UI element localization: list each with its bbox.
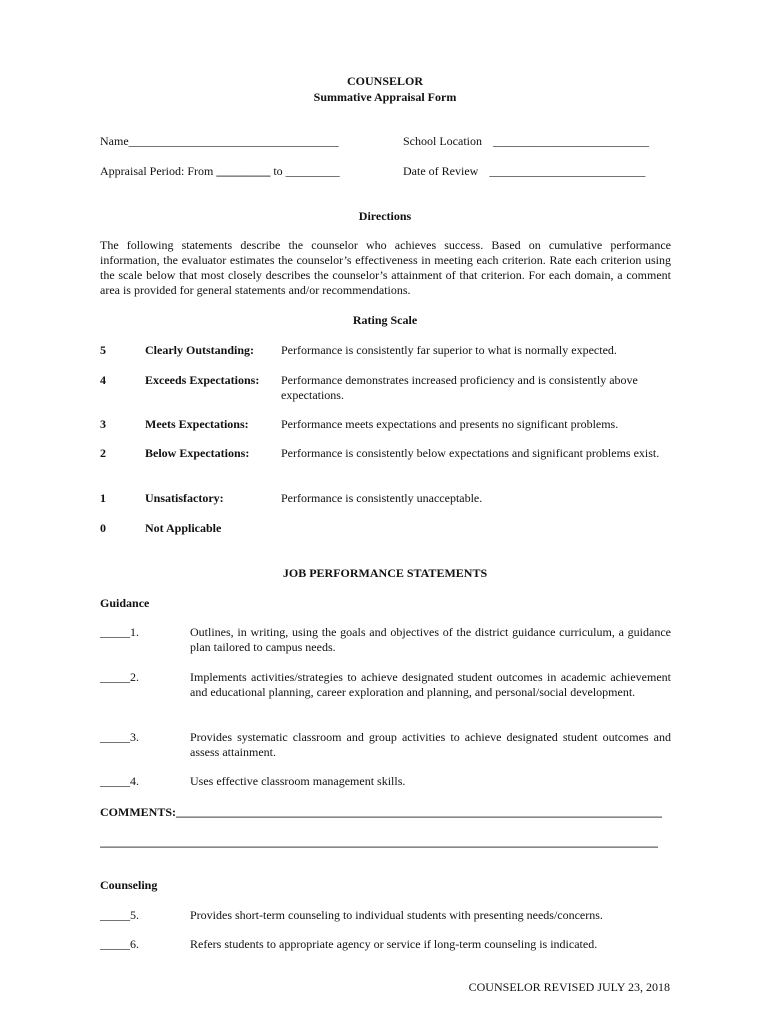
school-location-blank[interactable]: __________________________ bbox=[492, 134, 649, 148]
comments-line-2[interactable]: _____________________________________________________________________________________________ bbox=[100, 835, 658, 849]
statement-text: Provides short-term counseling to individual students with presenting needs/concerns. bbox=[190, 908, 603, 922]
statement-text: Outlines, in writing, using the goals and objectives of the district guidance curriculum, a guidance plan tailored to campus needs. bbox=[190, 625, 671, 654]
rating-label: Meets Expectations: bbox=[145, 417, 249, 431]
comments-line[interactable]: _________________________________________________________________________________ bbox=[176, 805, 662, 819]
appraisal-from-blank[interactable]: _________ bbox=[216, 164, 271, 178]
statement-text: Refers students to appropriate agency or service if long-term counseling is indicated. bbox=[190, 937, 598, 951]
form-subtitle: Summative Appraisal Form bbox=[313, 90, 457, 104]
rating-number: 3 bbox=[100, 417, 106, 431]
rating-scale-heading: Rating Scale bbox=[352, 313, 418, 327]
statement-text: Implements activities/strategies to achieve designated student outcomes in academic achievement and educational planning, career exploration and planning, and personal/social development. bbox=[190, 670, 671, 699]
school-location-label: School Location bbox=[403, 134, 482, 148]
rating-description: Performance is consistently unacceptable. bbox=[281, 491, 483, 505]
form-title: COUNSELOR bbox=[346, 74, 423, 88]
directions-text: The following statements describe the counselor who achieves success. Based on cumulative performance information, the evaluator estimates the counselor’s effectiveness in meeting each criterion. Rate each criterion using the scale below that most closely describes the counselor’s attainment of that criterion. For each domain, a comment area is provided for general statements and/or recommendations. bbox=[100, 238, 671, 297]
rating-number: 5 bbox=[100, 343, 106, 357]
date-of-review-field[interactable] bbox=[403, 164, 645, 179]
rating-description: Performance demonstrates increased proficiency and is consistently above expectations. bbox=[281, 373, 638, 402]
comments-field[interactable] bbox=[100, 805, 671, 820]
name-field[interactable]: Name___________________________________ bbox=[100, 134, 339, 148]
rating-label: Exceeds Expectations: bbox=[145, 373, 260, 387]
school-location-field[interactable] bbox=[403, 134, 649, 149]
rating-label: Unsatisfactory: bbox=[145, 491, 224, 505]
appraisal-to-blank[interactable]: _________ bbox=[285, 164, 340, 178]
appraisal-period-label: Appraisal Period: From bbox=[100, 164, 217, 178]
directions-heading: Directions bbox=[358, 209, 412, 223]
rating-description: Performance meets expectations and presents no significant problems. bbox=[281, 417, 619, 431]
rating-description: Performance is consistently far superior to what is normally expected. bbox=[281, 343, 617, 357]
rating-blank[interactable]: _____3. bbox=[100, 730, 139, 744]
rating-number: 0 bbox=[100, 521, 106, 535]
page-footer: COUNSELOR REVISED JULY 23, 2018 bbox=[468, 980, 670, 994]
rating-blank[interactable]: _____4. bbox=[100, 774, 139, 788]
rating-label: Below Expectations: bbox=[145, 446, 250, 460]
rating-blank[interactable]: _____6. bbox=[100, 937, 139, 951]
rating-blank[interactable]: _____5. bbox=[100, 908, 139, 922]
job-performance-heading: JOB PERFORMANCE STATEMENTS bbox=[282, 566, 488, 580]
rating-label: Not Applicable bbox=[145, 521, 222, 535]
rating-description: Performance is consistently below expectations and significant problems exist. bbox=[281, 446, 660, 460]
appraisal-period-field[interactable] bbox=[100, 164, 340, 179]
statement-text: Provides systematic classroom and group activities to achieve designated student outcomes and assess attainment. bbox=[190, 730, 671, 759]
guidance-heading: Guidance bbox=[100, 596, 150, 610]
rating-label: Clearly Outstanding: bbox=[145, 343, 255, 357]
rating-blank[interactable]: _____1. bbox=[100, 625, 139, 639]
date-of-review-label: Date of Review bbox=[403, 164, 479, 178]
counseling-heading: Counseling bbox=[100, 878, 158, 892]
appraisal-to-label: to bbox=[270, 164, 286, 178]
statement-text: Uses effective classroom management skills. bbox=[190, 774, 406, 788]
rating-number: 4 bbox=[100, 373, 106, 387]
rating-blank[interactable]: _____2. bbox=[100, 670, 139, 684]
rating-number: 1 bbox=[100, 491, 106, 505]
comments-label: COMMENTS: bbox=[100, 805, 176, 819]
rating-number: 2 bbox=[100, 446, 106, 460]
date-of-review-blank[interactable]: __________________________ bbox=[489, 164, 646, 178]
